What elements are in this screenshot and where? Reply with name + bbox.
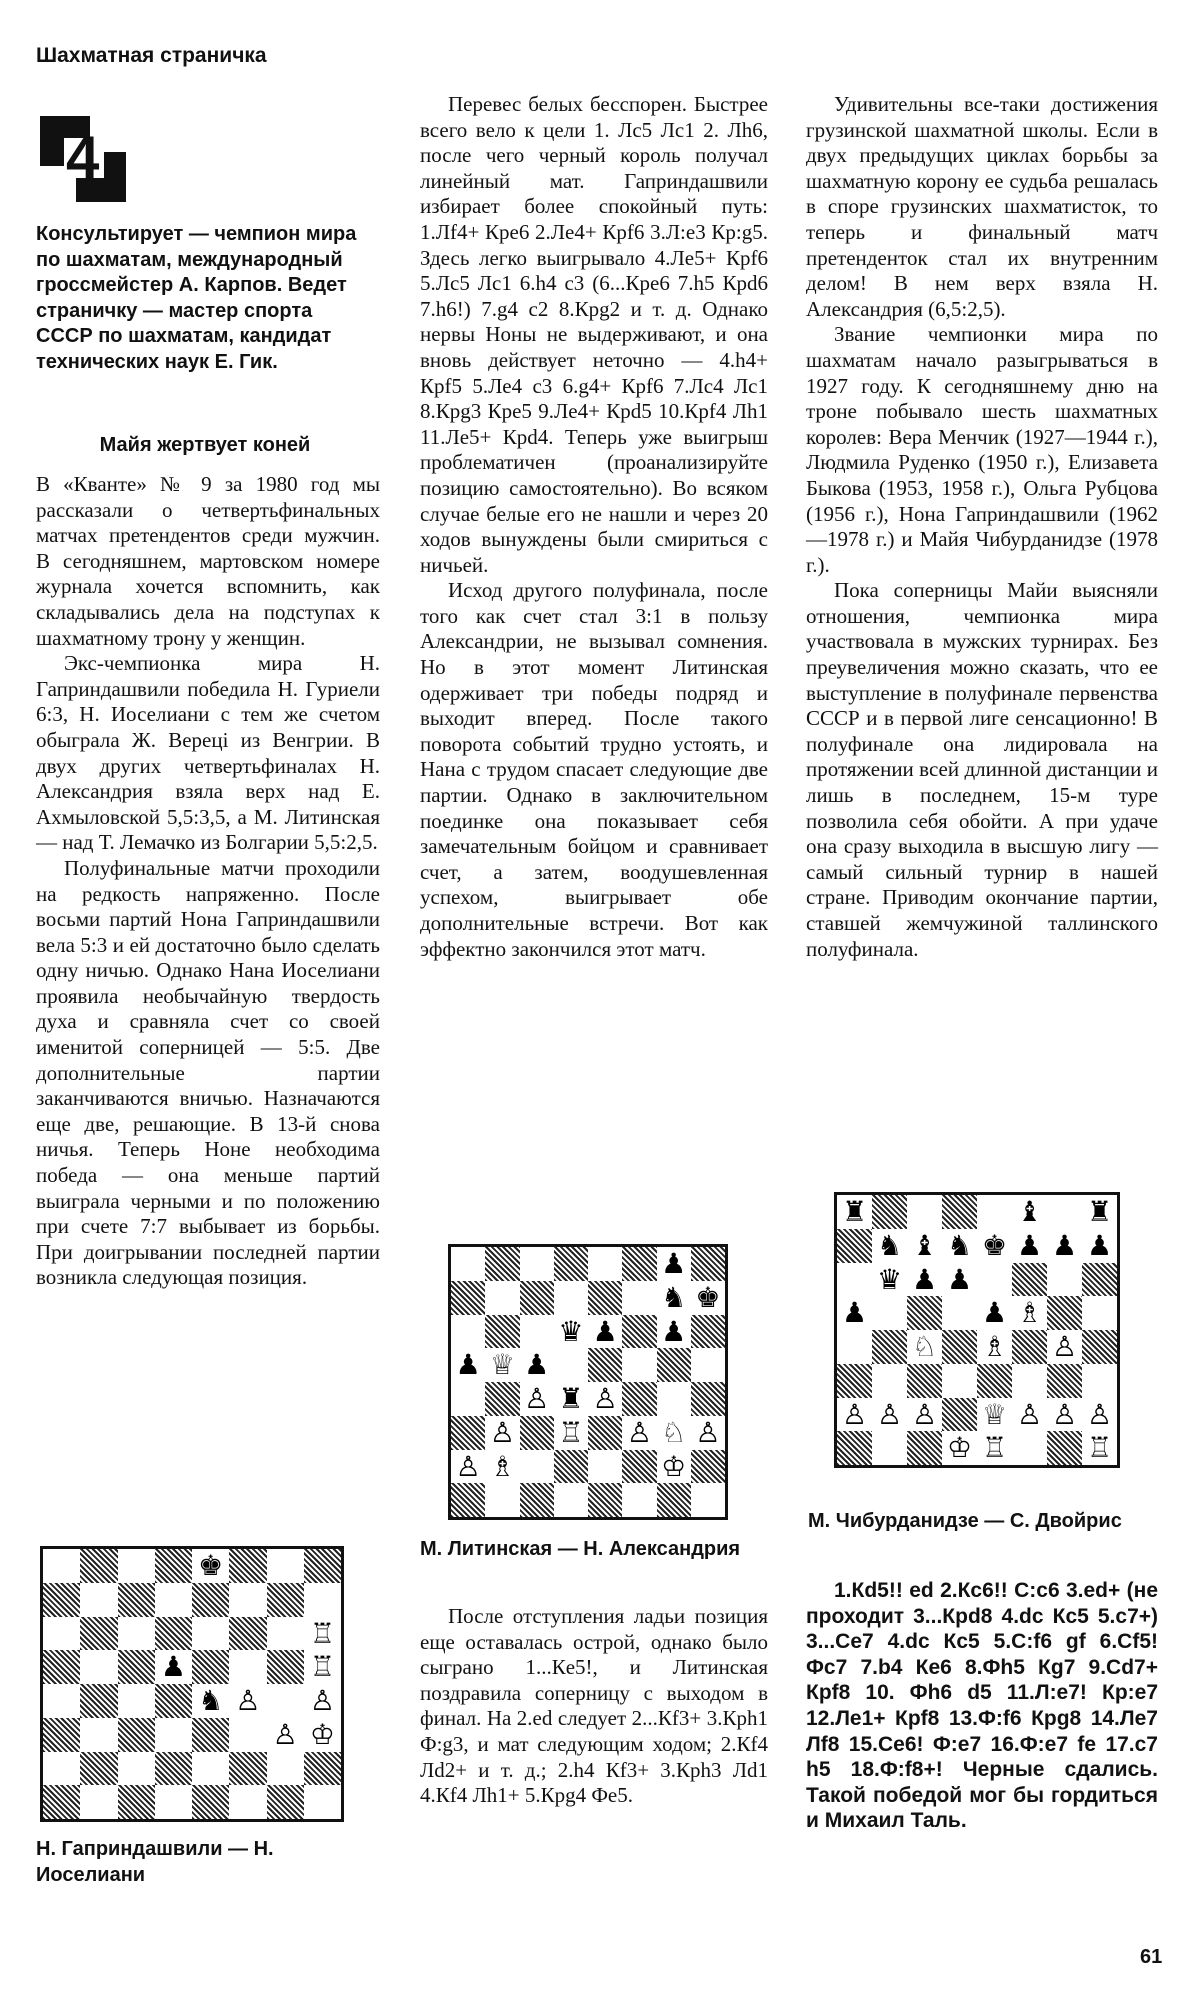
board-square (691, 1382, 725, 1416)
board-square (942, 1330, 977, 1364)
board-square (80, 1617, 117, 1651)
paragraph: Пока соперницы Майи выясняли отношения, чемпионка мира участвовала в мужских турнирах. Без преувеличения можно сказать, что ее выступление в полуфинале первенства СССР и в первой лиге сенсационно! В полуфинале она лидировала на протяжении всей длинной дистанции и лишь в последнем, 15-м туре позволила себя обойти. А при удаче она сразу выходила в высшую лигу — самый сильный турнир в нашей стране. Приводим окончание партии, ставшей жемчужиной таллинского полуфинала. (806, 578, 1158, 961)
board-square (304, 1752, 341, 1786)
chess-piece-icon: ♙ (451, 1450, 485, 1484)
article-title: Майя жертвует коней (99, 434, 311, 456)
board-square (554, 1247, 588, 1281)
board-square (80, 1684, 117, 1718)
board-square (1012, 1263, 1047, 1297)
board-square (1082, 1263, 1117, 1297)
board-square (622, 1348, 656, 1382)
chess-diagram-2 (448, 1244, 728, 1520)
chess-piece-icon: ♙ (837, 1398, 872, 1432)
board-square (691, 1450, 725, 1484)
chess-piece-icon: ♕ (485, 1348, 519, 1382)
board-square (43, 1785, 80, 1819)
board-square (229, 1583, 266, 1617)
board-square (192, 1718, 229, 1752)
board-square (622, 1315, 656, 1349)
paragraph: Перевес белых бесспорен. Быстрее всего вело к цели 1. Лс5 Лс1 2. Лh6, после чего черный король получал линейный мат. Гаприндашвили избирает более спокойный путь: 1.Лf4+ Крe6 2.Лe4+ Кpf6 3.Л:e3 Кp:g5. Здесь легко выигрывало 4.Лe5+ Кpf6 5.Лc5 Лc1 6.h4 c3 (6...Кpe6 7.h5 Кpd6 7.h6!) 7.g4 c2 8.Кpg2 и т. д. Однако нервы Ноны не выдерживают, и она вновь действует неточно — 4.h4+ Кpf5 5.Лe4 c3 6.g4+ Кpf6 7.Лc4 Лc1 8.Кpg3 Кpe5 9.Лe4+ Кpd5 10.Кpf4 Лh1 11.Лe5+ Кpd4. Теперь уже выигрыш проблематичен (проанализируйте позицию самостоятельно). Во всяком случае белые его не нашли и через 20 ходов вынуждены были смириться с ничьей. (420, 92, 768, 577)
board-square (1082, 1296, 1117, 1330)
board-square (118, 1549, 155, 1583)
chess-logo-icon: 4 (40, 116, 126, 202)
board-square (554, 1483, 588, 1517)
chess-piece-icon: ♟ (657, 1247, 691, 1281)
board-square (229, 1752, 266, 1786)
chess-piece-icon: ♟ (155, 1650, 192, 1684)
paragraph: Звание чемпионки мира по шахматам начало разыгрываться в 1927 году. К сегодняшнему дню на троне побывало шесть шахматных королев: Вера Менчик (1927—1944 г.), Людмила Руденко (1950 г.), Елизавета Быкова (1953, 1958 г.), Ольга Рубцова (1956 г.), Нона Гаприндашвили (1962—1978 г.) и Майя Чибурданидзе (1978 г.). (806, 322, 1158, 577)
board-square (304, 1549, 341, 1583)
board-square (80, 1752, 117, 1786)
board-square (872, 1195, 907, 1229)
board-square (942, 1195, 977, 1229)
board-square (691, 1483, 725, 1517)
board-square (554, 1450, 588, 1484)
chess-piece-icon: ♚ (192, 1549, 229, 1583)
board-square (43, 1718, 80, 1752)
board-square (942, 1296, 977, 1330)
chess-piece-icon: ♙ (1047, 1398, 1082, 1432)
board-square (1012, 1330, 1047, 1364)
board-square (872, 1431, 907, 1465)
chess-piece-icon: ♙ (1047, 1330, 1082, 1364)
board-square (267, 1650, 304, 1684)
board-square (304, 1583, 341, 1617)
board-square (485, 1247, 519, 1281)
board-square (155, 1684, 192, 1718)
board-square (485, 1281, 519, 1315)
board-square (1047, 1263, 1082, 1297)
board-square (657, 1348, 691, 1382)
chess-piece-icon: ♟ (977, 1296, 1012, 1330)
board-square (1012, 1364, 1047, 1398)
paragraph: После отступления ладьи позиция еще оставалась острой, однако было сыграно 1...Кe5!, и Литинская поздравила соперницу с выходом в финал. На 2.ed следует 2...Кf3+ 3.Кph1 Ф:g3, и мат следующим ходом; 2.Кf4 Лd2+ и т. д.; 2.h4 Кf3+ 3.Кph3 Лd1 4.Кf4 Лh1+ 5.Кpg4 Фe5. (420, 1604, 768, 1808)
chess-piece-icon: ♟ (657, 1315, 691, 1349)
board-square (1082, 1330, 1117, 1364)
board-square (43, 1684, 80, 1718)
chess-piece-icon: ♗ (1012, 1296, 1047, 1330)
board-square (622, 1483, 656, 1517)
chess-piece-icon: ♜ (1082, 1195, 1117, 1229)
board-square (451, 1416, 485, 1450)
column-3 (806, 92, 1158, 962)
board-square (872, 1364, 907, 1398)
board-square (837, 1431, 872, 1465)
chess-piece-icon: ♖ (304, 1650, 341, 1684)
board-square (837, 1229, 872, 1263)
board-square (155, 1785, 192, 1819)
board-square (520, 1416, 554, 1450)
board-square (118, 1785, 155, 1819)
board-square (907, 1296, 942, 1330)
board-square (80, 1650, 117, 1684)
board-square (520, 1450, 554, 1484)
board-square (977, 1263, 1012, 1297)
chess-piece-icon: ♙ (622, 1416, 656, 1450)
chess-piece-icon: ♙ (691, 1416, 725, 1450)
chess-piece-icon: ♟ (520, 1348, 554, 1382)
chess-piece-icon: ♟ (451, 1348, 485, 1382)
board-square (229, 1718, 266, 1752)
chess-piece-icon: ♔ (657, 1450, 691, 1484)
board-square (977, 1364, 1012, 1398)
board-square (691, 1247, 725, 1281)
chess-piece-icon: ♚ (977, 1229, 1012, 1263)
board-square (451, 1247, 485, 1281)
board-square (1047, 1364, 1082, 1398)
board-square (1047, 1296, 1082, 1330)
board-square (304, 1785, 341, 1819)
paragraph: Исход другого полуфинала, после того как счет стал 3:1 в пользу Александрии, не вызывал сомнения. Но в этот момент Литинская одерживает три победы подряд и выходит вперед. После такого поворота событий трудно устоять, и Нана с трудом спасает следующие две партии. Однако в заключительном поединке она показывает себя замечательным бойцом и сравнивает счет, а затем, воодушевленная успехом, выигрывает обе дополнительные встречи. Вот как эффектно закончился этот матч. (420, 578, 768, 961)
chess-piece-icon: ♙ (1082, 1398, 1117, 1432)
board-square (80, 1549, 117, 1583)
board-square (192, 1650, 229, 1684)
chess-piece-icon: ♞ (942, 1229, 977, 1263)
board-square (872, 1296, 907, 1330)
board-square (554, 1281, 588, 1315)
board-square (229, 1549, 266, 1583)
chess-piece-icon: ♞ (872, 1229, 907, 1263)
chess-piece-icon: ♙ (304, 1684, 341, 1718)
chess-piece-icon: ♖ (554, 1416, 588, 1450)
diagram-caption-2: М. Литинская — Н. Александрия (420, 1538, 741, 1560)
board-square (118, 1718, 155, 1752)
chess-piece-icon: ♞ (657, 1281, 691, 1315)
paragraph: Экс-чемпионка мира Н. Гаприндашвили победила Н. Гуриели 6:3, Н. Иоселиани с тем же счетом обыграла Ж. Верецi из Венгрии. В двух других четвертьфиналах Н. Александрия взяла верх над Е. Ахмыловской 5,5:3,5, а М. Литинская — над Т. Лемачко из Болгарии 5,5:2,5. (36, 651, 380, 855)
chess-piece-icon: ♙ (267, 1718, 304, 1752)
board-square (80, 1785, 117, 1819)
board-square (520, 1281, 554, 1315)
paragraph: Удивительны все-таки достижения грузинской шахматной школы. Если в двух предыдущих циклах борьбы за шахматную корону ее судьба решалась в споре грузинских шахматисток, то теперь и финальный матч претенденток стал их внутренним делом! В нем верх взяла Н. Александрия (6,5:2,5). (806, 92, 1158, 321)
board-square (155, 1617, 192, 1651)
board-square (118, 1583, 155, 1617)
diagram-caption-3: М. Чибурданидзе — С. Двойрис (808, 1510, 1122, 1532)
board-square (451, 1382, 485, 1416)
page-number: 61 (1140, 1946, 1163, 1968)
board-square (1082, 1364, 1117, 1398)
board-square (907, 1431, 942, 1465)
chess-piece-icon: ♙ (520, 1382, 554, 1416)
board-square (520, 1247, 554, 1281)
chess-piece-icon: ♙ (588, 1382, 622, 1416)
chess-piece-icon: ♞ (192, 1684, 229, 1718)
board-square (451, 1315, 485, 1349)
board-square (588, 1348, 622, 1382)
board-square (691, 1315, 725, 1349)
chess-piece-icon: ♝ (907, 1229, 942, 1263)
board-square (43, 1650, 80, 1684)
column-2-continued (420, 1604, 768, 1809)
chess-piece-icon: ♗ (485, 1450, 519, 1484)
board-square (977, 1195, 1012, 1229)
board-square (837, 1263, 872, 1297)
chess-piece-icon: ♝ (1012, 1195, 1047, 1229)
chess-piece-icon: ♖ (1082, 1431, 1117, 1465)
intro-text: Консультирует — чемпион мира по шахматам, международный гроссмейстер А. Карпов. Ведет страничку — мастер спорта СССР по шахматам, кандидат технических наук Е. Гик. (36, 223, 357, 373)
chess-piece-icon: ♙ (872, 1398, 907, 1432)
board-square (267, 1549, 304, 1583)
chess-piece-icon: ♟ (588, 1315, 622, 1349)
chess-diagram-3 (834, 1192, 1120, 1468)
paragraph: Полуфинальные матчи проходили на редкость напряженно. После восьми партий Нона Гаприндашвили вела 5:3 и ей достаточно было сделать одну ничью. Однако Нана Иоселиани проявила необычайную твердость духа и сравняла счет со своей именитой соперницей — 5:5. Две дополнительные партии заканчиваются вничью. Назначаются еще две, решающие. В 13-й снова ничья. Теперь Ноне необходима победа — она меньше партий выиграла черными и по положению при счете 7:7 выбывает из борьбы. При доигрывании последней партии возникла следующая позиция. (36, 855, 380, 1290)
board-square (1047, 1431, 1082, 1465)
chess-piece-icon: ♗ (977, 1330, 1012, 1364)
chess-piece-icon: ♙ (1012, 1398, 1047, 1432)
board-square (657, 1483, 691, 1517)
board-square (485, 1382, 519, 1416)
board-square (118, 1684, 155, 1718)
board-square (907, 1195, 942, 1229)
chess-piece-icon: ♘ (657, 1416, 691, 1450)
board-square (657, 1382, 691, 1416)
board-square (622, 1382, 656, 1416)
board-square (485, 1315, 519, 1349)
board-square (451, 1483, 485, 1517)
column-1 (36, 472, 380, 1291)
board-square (155, 1752, 192, 1786)
paragraph: В «Кванте» № 9 за 1980 год мы рассказали о четвертьфинальных матчах претендентов среди мужчин. В сегодняшнем, мартовском номере журнала хочется вспомнить, как складывались дела на подступах к шахматному трону у женщин. (36, 472, 380, 650)
board-square (942, 1398, 977, 1432)
board-square (588, 1450, 622, 1484)
chess-piece-icon: ♛ (872, 1263, 907, 1297)
board-square (155, 1583, 192, 1617)
paragraph: 1.Кd5!! ed 2.Кc6!! С:c6 3.ed+ (не проходит 3...Кpd8 4.dc Кc5 5.c7+) 3...Сe7 4.dc Кc5 5.С:f6 gf 6.Сf5! Фc7 7.b4 Кe6 8.Фh5 Кg7 9.Сd7+ Кpf8 10. Фh6 d5 11.Л:e7! Кp:e7 12.Лe1+ Кpf8 13.Ф:f6 Кpg8 14.Лe7 Лf8 15.Сe6! Ф:e7 16.Ф:e7 fe 17.c7 h5 18.Ф:f8+! Черные сдались. Такой победой мог бы гордиться и Михаил Таль. (806, 1579, 1158, 1833)
board-square (155, 1718, 192, 1752)
board-square (43, 1617, 80, 1651)
board-square (520, 1483, 554, 1517)
board-square (229, 1785, 266, 1819)
board-square (451, 1281, 485, 1315)
board-square (192, 1752, 229, 1786)
board-square (192, 1617, 229, 1651)
chess-piece-icon: ♜ (837, 1195, 872, 1229)
chess-piece-icon: ♕ (977, 1398, 1012, 1432)
board-square (192, 1785, 229, 1819)
board-square (267, 1752, 304, 1786)
board-square (588, 1483, 622, 1517)
board-square (907, 1364, 942, 1398)
board-square (118, 1650, 155, 1684)
chess-piece-icon: ♙ (229, 1684, 266, 1718)
board-square (554, 1348, 588, 1382)
board-square (485, 1483, 519, 1517)
board-square (1012, 1431, 1047, 1465)
chess-piece-icon: ♟ (1012, 1229, 1047, 1263)
board-square (622, 1281, 656, 1315)
chess-piece-icon: ♟ (1047, 1229, 1082, 1263)
column-3-continued (806, 1578, 1158, 1834)
board-square (267, 1617, 304, 1651)
board-square (118, 1752, 155, 1786)
board-square (588, 1416, 622, 1450)
board-square (588, 1247, 622, 1281)
chess-piece-icon: ♖ (304, 1617, 341, 1651)
board-square (520, 1315, 554, 1349)
board-square (229, 1650, 266, 1684)
diagram-caption-1: Н. Гаприндашвили — Н. Иоселиани (36, 1838, 274, 1886)
chess-piece-icon: ♚ (691, 1281, 725, 1315)
chess-piece-icon: ♔ (304, 1718, 341, 1752)
board-square (229, 1617, 266, 1651)
board-square (622, 1450, 656, 1484)
chess-piece-icon: ♛ (554, 1315, 588, 1349)
board-square (588, 1281, 622, 1315)
chess-piece-icon: ♜ (554, 1382, 588, 1416)
chess-piece-icon: ♙ (485, 1416, 519, 1450)
board-square (155, 1549, 192, 1583)
board-square (192, 1583, 229, 1617)
board-square (872, 1330, 907, 1364)
chess-piece-icon: ♟ (907, 1263, 942, 1297)
chess-piece-icon: ♙ (907, 1398, 942, 1432)
board-square (267, 1785, 304, 1819)
board-square (691, 1348, 725, 1382)
board-square (837, 1364, 872, 1398)
board-square (80, 1583, 117, 1617)
board-square (837, 1330, 872, 1364)
chess-piece-icon: ♖ (977, 1431, 1012, 1465)
board-square (80, 1718, 117, 1752)
board-square (267, 1583, 304, 1617)
board-square (118, 1617, 155, 1651)
column-2 (420, 92, 768, 962)
chess-piece-icon: ♟ (837, 1296, 872, 1330)
board-square (267, 1684, 304, 1718)
chess-piece-icon: ♘ (907, 1330, 942, 1364)
board-square (622, 1247, 656, 1281)
board-square (43, 1549, 80, 1583)
board-square (1047, 1195, 1082, 1229)
board-square (43, 1752, 80, 1786)
board-square (942, 1364, 977, 1398)
chess-diagram-1 (40, 1546, 344, 1822)
chess-piece-icon: ♟ (942, 1263, 977, 1297)
chess-piece-icon: ♟ (1082, 1229, 1117, 1263)
board-square (43, 1583, 80, 1617)
section-header: Шахматная страничка (36, 44, 267, 67)
chess-piece-icon: ♔ (942, 1431, 977, 1465)
